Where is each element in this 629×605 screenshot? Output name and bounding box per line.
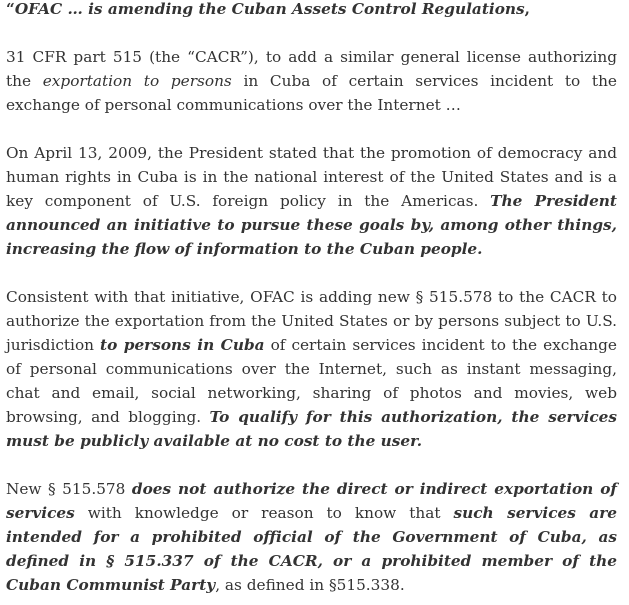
text-segment: Consistent with that initiative, OFAC is adding new § 515.578 to the CACR to authorize the exportation from the United States or by persons subject to U.S. jurisdiction	[6, 288, 617, 354]
text-segment: New § 515.578	[6, 480, 132, 498]
text-segment: does not authorize the direct or indirect exportation of services	[6, 480, 617, 522]
text-segment: 31 CFR part 515 (the “CACR”), to add a similar general license authorizing the	[6, 48, 617, 90]
text-segment: OFAC … is amending the Cuban Assets Control Regulations	[14, 0, 525, 18]
text-segment: ,	[524, 0, 530, 18]
text-segment: such services are intended for a prohibited official of the Government of Cuba, as defined in § 515.337 of the CACR, or a prohibited member of the Cuban Communist Party	[6, 504, 617, 594]
text-segment: “	[6, 0, 15, 18]
paragraph-initiative	[6, 285, 617, 453]
paragraph-restriction	[6, 477, 617, 597]
quoted-document	[6, 0, 617, 597]
paragraph-president	[6, 141, 617, 261]
text-segment: of certain services incident to the exchange of personal communications over the Internet, such as instant messaging, chat and email, social networking, sharing of photos and movies, web browsing, and blogging.	[6, 336, 617, 426]
text-segment: On April 13, 2009, the President stated that the promotion of democracy and human rights in Cuba is in the national interest of the United States and is a key component of U.S. foreign policy in the Americas.	[6, 144, 617, 210]
paragraph-cfr	[6, 45, 617, 117]
text-segment: with knowledge or reason to know that	[74, 504, 454, 522]
text-segment: exportation to persons	[42, 72, 232, 90]
text-segment: To qualify for this authorization, the services must be publicly available at no cost to the user.	[6, 408, 617, 450]
paragraph-heading	[6, 0, 617, 21]
text-segment: , as defined in §515.338.	[215, 576, 405, 594]
text-segment: The President announced an initiative to pursue these goals by, among other things, increasing the flow of information to the Cuban people.	[6, 192, 617, 258]
text-segment: to persons in Cuba	[100, 336, 265, 354]
text-segment: in Cuba of certain services incident to the exchange of personal communications over the Internet …	[6, 72, 617, 114]
